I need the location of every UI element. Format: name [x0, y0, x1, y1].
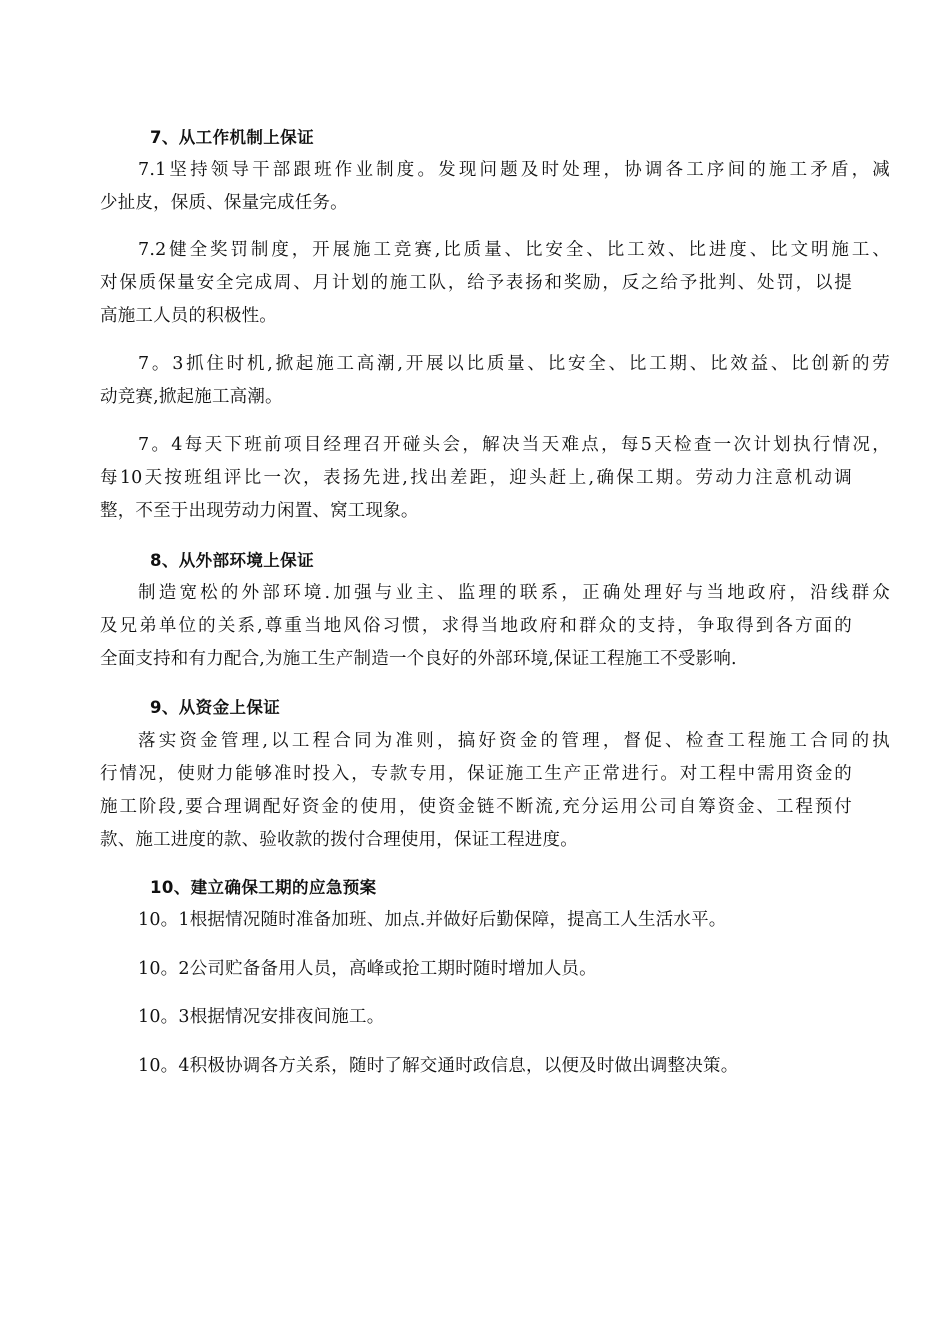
paragraph-line: 10。3根据情况安排夜间施工。 [138, 1007, 385, 1027]
paragraph-line: 行情况，使财力能够准时投入，专款专用，保证施工生产正常进行。对工程中需用资金的 [100, 764, 852, 784]
paragraph-line: 10。4积极协调各方关系，随时了解交通时政信息，以便及时做出调整决策。 [138, 1056, 739, 1076]
paragraph-line: 7。3抓住时机,掀起施工高潮,开展以比质量、比安全、比工期、比效益、比创新的劳 [138, 354, 890, 374]
paragraph-line: 落实资金管理,以工程合同为准则，搞好资金的管理，督促、检查工程施工合同的执 [138, 731, 890, 751]
paragraph-line: 款、施工进度的款、验收款的拨付合理使用，保证工程进度。 [100, 830, 578, 850]
paragraph-line: 全面支持和有力配合,为施工生产制造一个良好的外部环境,保证工程施工不受影响. [100, 649, 737, 669]
section-heading: 8、从外部环境上保证 [150, 551, 314, 570]
paragraph-line: 10。1根据情况随时准备加班、加点.并做好后勤保障，提高工人生活水平。 [138, 910, 727, 930]
paragraph-line: 整，不至于出现劳动力闲置、窝工现象。 [100, 501, 419, 521]
section-heading: 9、从资金上保证 [150, 698, 281, 717]
section-heading: 7、从工作机制上保证 [150, 128, 314, 147]
paragraph-line: 少扯皮，保质、保量完成任务。 [100, 193, 348, 213]
paragraph-line: 高施工人员的积极性。 [100, 306, 277, 326]
paragraph-line: 7.2健全奖罚制度，开展施工竞赛,比质量、比安全、比工效、比进度、比文明施工、 [138, 240, 890, 260]
paragraph-line: 7.1坚持领导干部跟班作业制度。发现问题及时处理，协调各工序间的施工矛盾，减 [138, 160, 890, 180]
paragraph-line: 7。4每天下班前项目经理召开碰头会，解决当天难点，每5天检查一次计划执行情况， [138, 435, 890, 455]
paragraph-line: 动竞赛,掀起施工高潮。 [100, 387, 283, 407]
section-heading: 10、建立确保工期的应急预案 [150, 878, 377, 897]
document-page [100, 0, 890, 1344]
paragraph-line: 及兄弟单位的关系,尊重当地风俗习惯，求得当地政府和群众的支持，争取得到各方面的 [100, 616, 852, 636]
paragraph-line: 施工阶段,要合理调配好资金的使用，使资金链不断流,充分运用公司自筹资金、工程预付 [100, 797, 852, 817]
paragraph-line: 10。2公司贮备备用人员，高峰或抢工期时随时增加人员。 [138, 959, 597, 979]
paragraph-line: 对保质保量安全完成周、月计划的施工队，给予表扬和奖励，反之给予批判、处罚，以提 [100, 273, 852, 293]
paragraph-line: 每10天按班组评比一次，表扬先进,找出差距，迎头赶上,确保工期。劳动力注意机动调 [100, 468, 853, 488]
paragraph-line: 制造宽松的外部环境.加强与业主、监理的联系，正确处理好与当地政府，沿线群众 [138, 583, 890, 603]
